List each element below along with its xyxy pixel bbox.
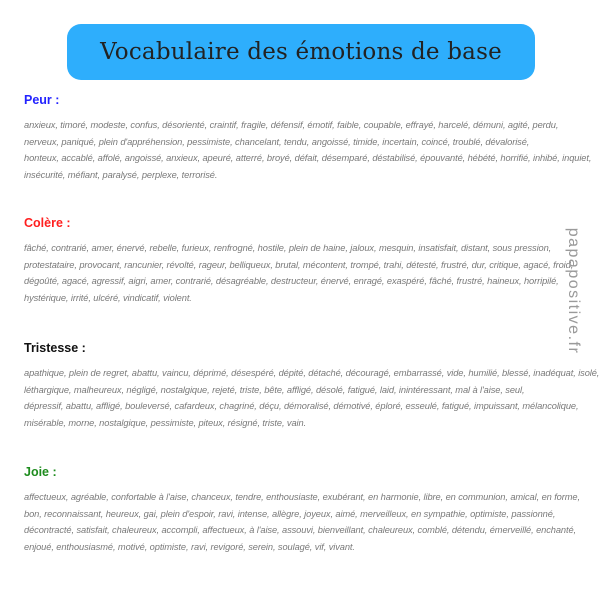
word-line: enjoué, enthousiasmé, motivé, optimiste, ravi, revigoré, serein, soulagé, vif, vivant. bbox=[24, 542, 355, 553]
watermark bbox=[563, 226, 583, 356]
section-peur bbox=[24, 93, 592, 184]
section-joie bbox=[24, 465, 584, 556]
word-line: affectueux, agréable, confortable à l'aise, chanceux, tendre, enthousiaste, exubérant, en harmonie, libre, en communion, amical, en forme, bbox=[24, 492, 580, 502]
word-line: dégoûté, agacé, agressif, aigri, amer, contrarié, désagréable, destructeur, énervé, enragé, exaspéré, fâché, frustré, haineux, horripilé, bbox=[24, 276, 559, 287]
heading-joie: Joie : bbox=[24, 465, 57, 479]
word-line: hystérique, irrité, ulcéré, vindicatif, violent. bbox=[24, 293, 192, 304]
heading-peur: Peur : bbox=[24, 93, 60, 107]
heading-tristesse: Tristesse : bbox=[24, 341, 86, 355]
word-line: honteux, accablé, affolé, angoissé, anxieux, apeuré, atterré, broyé, défait, désemparé, déstabilisé, épouvanté, hébété, horrifié, inhibé, inquiet, bbox=[24, 153, 592, 164]
section-tristesse bbox=[24, 341, 600, 432]
heading-colere: Colère : bbox=[24, 216, 71, 230]
word-line: misérable, morne, nostalgique, pessimiste, piteux, résigné, triste, vain. bbox=[24, 418, 307, 429]
word-line: léthargique, malheureux, négligé, nostalgique, rejeté, triste, bête, affligé, désolé, fatigué, laid, inintéressant, mal à l'aise, seul, bbox=[24, 384, 525, 395]
word-line: dépressif, abattu, affligé, bouleversé, cafardeux, chagriné, déçu, démoralisé, démotivé, éploré, esseulé, fatigué, impuissant, mélancolique, bbox=[24, 401, 579, 412]
watermark-text: papapositive.fr bbox=[565, 227, 582, 355]
word-line: nerveux, paniqué, plein d'appréhension, pessimiste, chancelant, tendu, angoissé, timide, incertain, coincé, troublé, dévalorisé, bbox=[24, 136, 530, 147]
word-line: insécurité, méfiant, paralysé, perplexe, terrorisé. bbox=[24, 170, 218, 181]
word-line: anxieux, timoré, modeste, confus, désorienté, craintif, fragile, défensif, émotif, faible, coupable, effrayé, harcelé, démuni, agité, perdu, bbox=[24, 120, 559, 130]
title-banner bbox=[67, 24, 535, 80]
page-title: Vocabulaire des émotions de base bbox=[100, 39, 502, 65]
word-line: décontracté, satisfait, chaleureux, accompli, affectueux, à l'aise, assouvi, bienveillant, chaleureux, comblé, détendu, émerveillé, enchanté, bbox=[24, 525, 577, 536]
section-colere bbox=[24, 216, 584, 307]
word-line: fâché, contrarié, amer, énervé, rebelle, furieux, renfrogné, hostile, plein de haine, jaloux, mesquin, insatisfait, distant, sous pression, bbox=[24, 243, 552, 253]
word-line: apathique, plein de regret, abattu, vaincu, déprimé, désespéré, dépité, détaché, découragé, embarrassé, vide, humilié, blessé, inadéquat, isolé, bbox=[24, 368, 600, 378]
word-line: protestataire, provocant, rancunier, révolté, rageur, belliqueux, brutal, mécontent, trompé, trahi, détesté, frustré, dur, critique, agacé, froid, bbox=[24, 259, 574, 270]
word-line: bon, reconnaissant, heureux, gai, plein d'espoir, ravi, intense, allègre, joyeux, aimé, merveilleux, en sympathie, optimiste, passionné, bbox=[24, 508, 556, 519]
